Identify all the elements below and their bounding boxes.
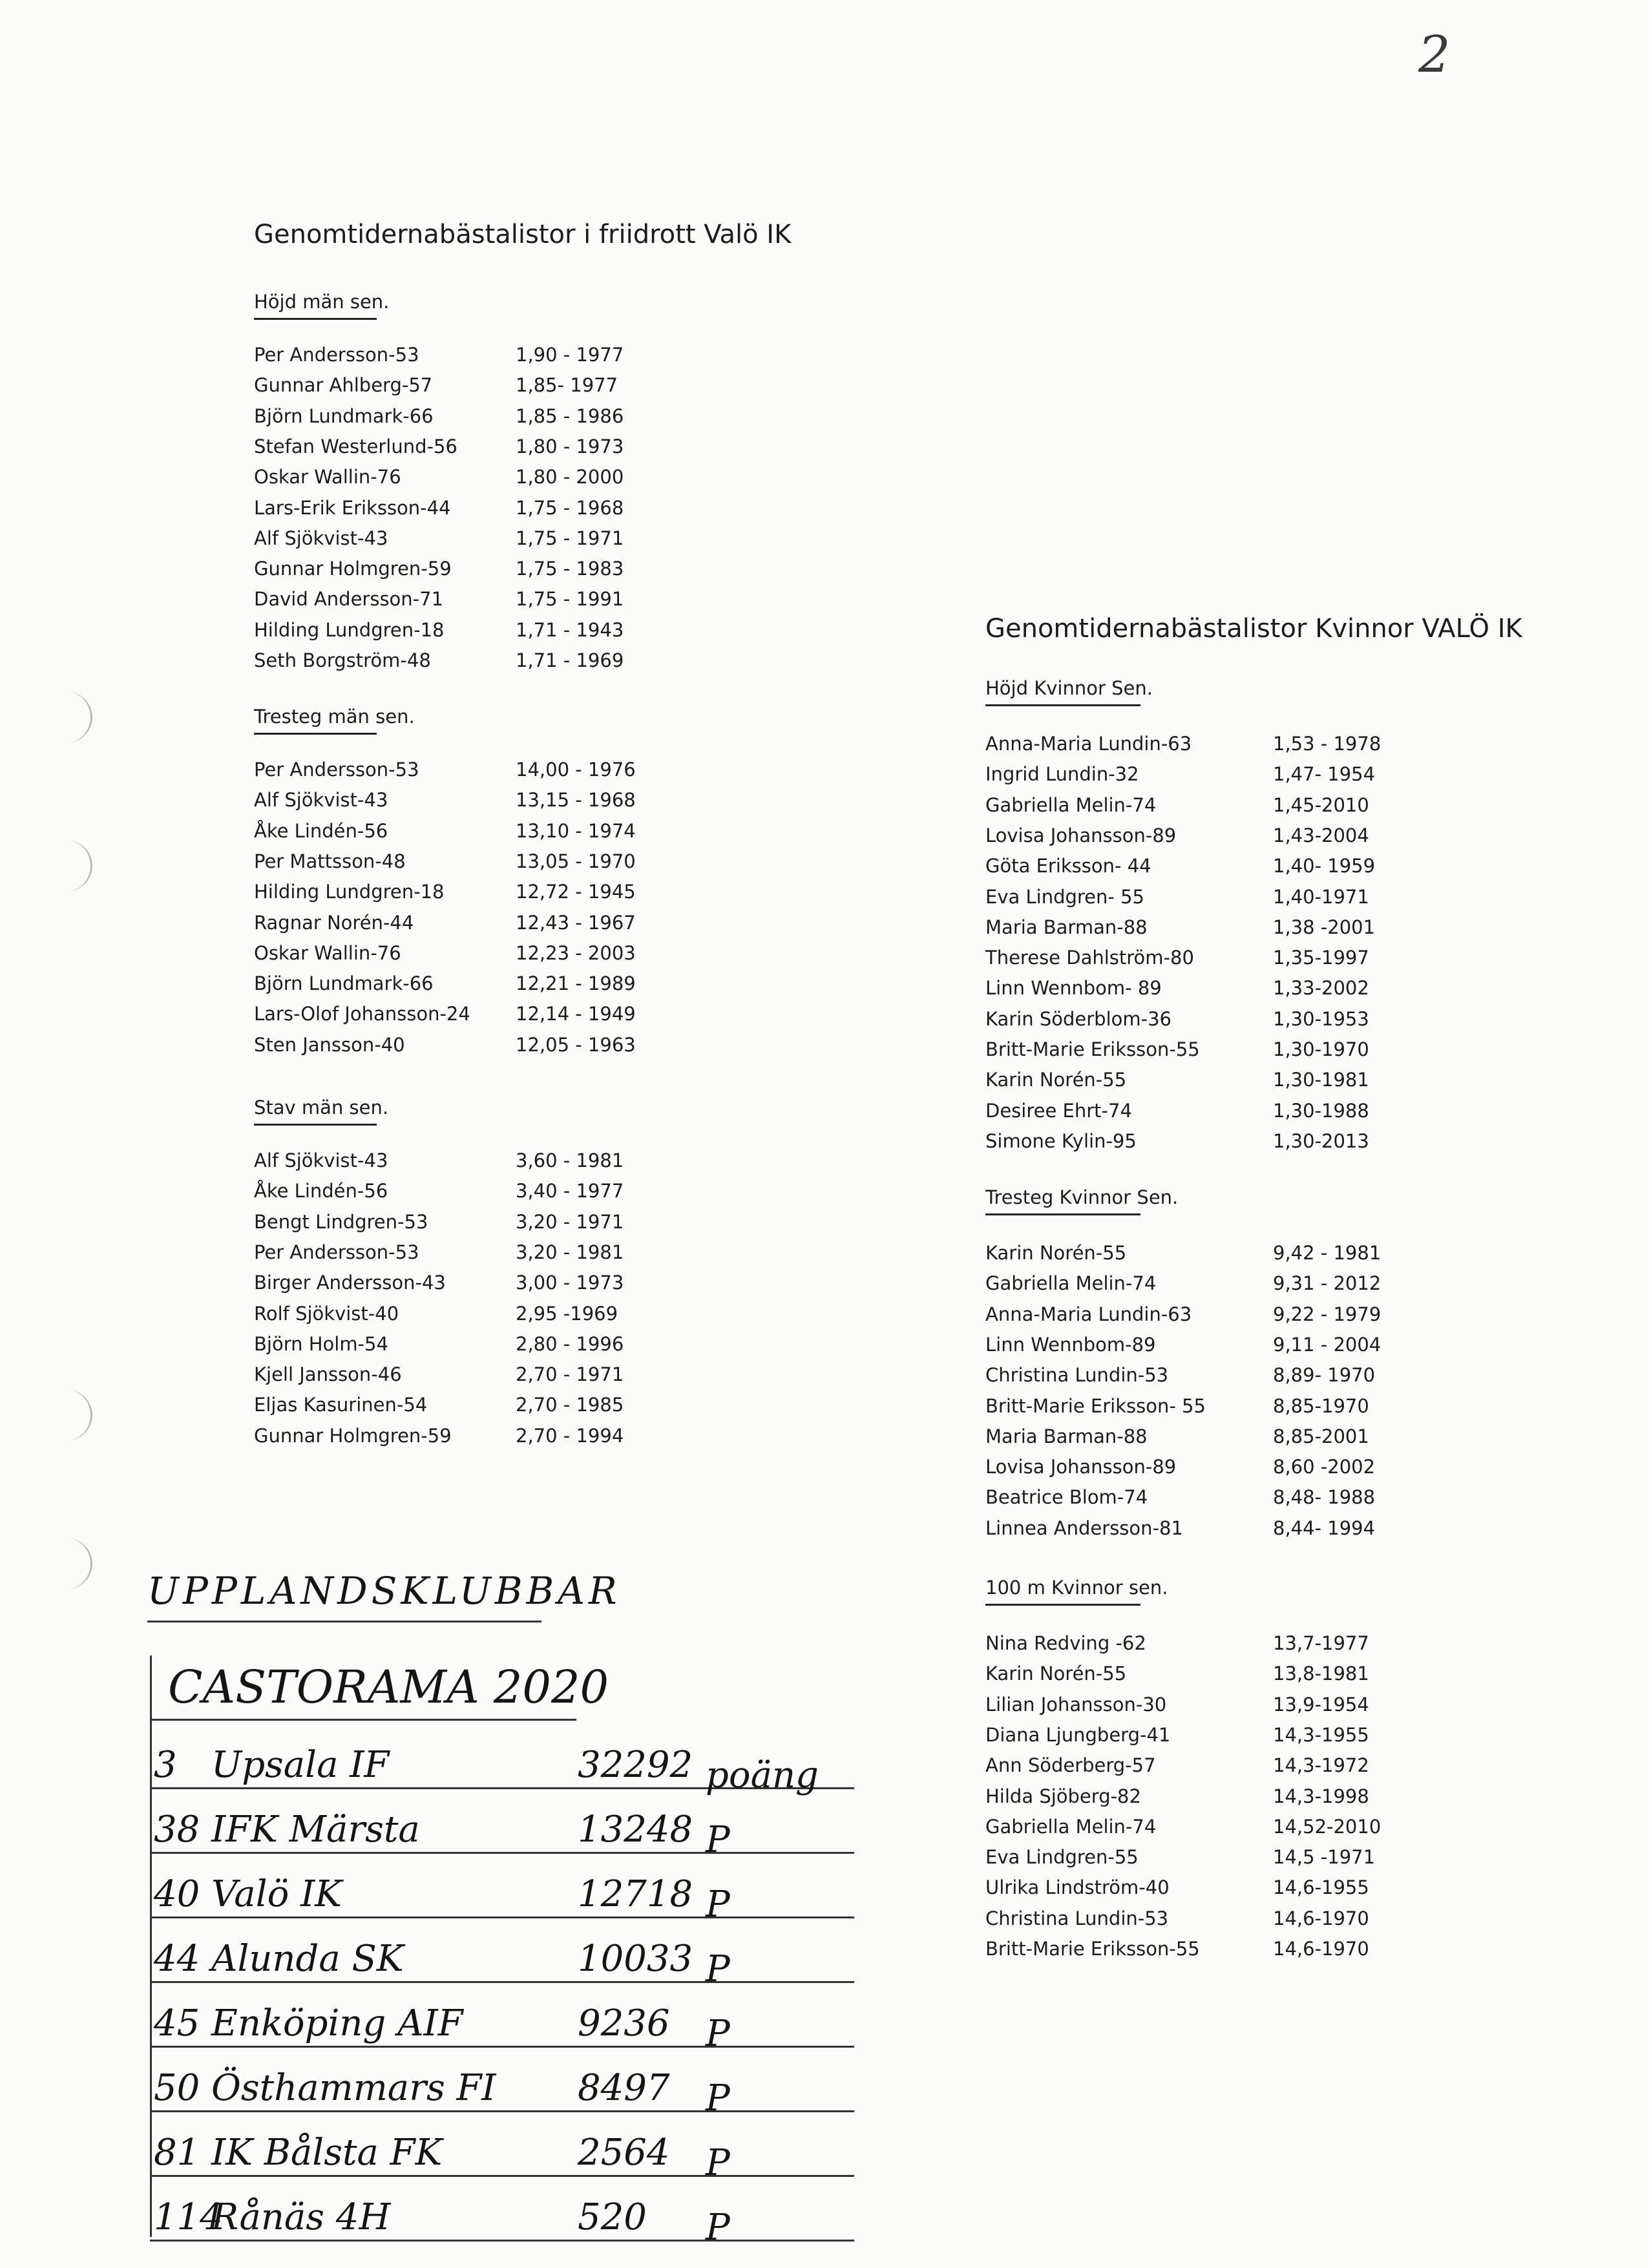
athlete-name: Lovisa Johansson-89: [985, 824, 1177, 846]
record-row: [254, 1180, 684, 1206]
record-result: 13,9-1954: [1273, 1693, 1369, 1716]
record-row: [254, 344, 684, 370]
record-row: [985, 1486, 1441, 1512]
athlete-name: Hilding Lundgren-18: [254, 881, 445, 903]
points-unit: P: [706, 1819, 730, 1861]
record-result: 14,6-1970: [1273, 1907, 1369, 1929]
record-result: 14,6-1955: [1273, 1876, 1369, 1899]
record-result: 1,45-2010: [1273, 793, 1369, 816]
record-row: [985, 947, 1441, 972]
athlete-name: Göta Eriksson- 44: [985, 855, 1151, 877]
record-row: [985, 1938, 1441, 1964]
record-row: [254, 1394, 684, 1420]
athlete-name: Britt-Marie Eriksson-55: [985, 1038, 1200, 1060]
record-result: 1,30-1970: [1273, 1038, 1369, 1060]
record-result: 1,80 - 1973: [516, 435, 624, 457]
club-rank: 114: [154, 2196, 223, 2238]
club-points: 2564: [578, 2132, 670, 2174]
athlete-name: Oskar Wallin-76: [254, 941, 401, 964]
handwritten-heading-underline: [147, 1621, 541, 1622]
athlete-name: Gunnar Holmgren-59: [254, 1424, 452, 1447]
athlete-name: Lars-Erik Eriksson-44: [254, 496, 451, 519]
record-row: [254, 1272, 684, 1297]
record-row: [985, 1038, 1441, 1064]
athlete-name: Stefan Westerlund-56: [254, 435, 457, 457]
record-result: 8,85-2001: [1273, 1425, 1369, 1447]
record-row: [254, 497, 684, 523]
record-result: 1,53 - 1978: [1273, 733, 1381, 755]
record-result: 14,00 - 1976: [516, 759, 636, 781]
record-row: [985, 1876, 1441, 1902]
handwritten-heading: UPPLANDSKLUBBAR: [147, 1569, 621, 1613]
record-result: 13,15 - 1968: [516, 789, 636, 812]
record-row: [254, 1211, 684, 1237]
record-result: 1,30-2013: [1273, 1129, 1369, 1152]
page-number: 2: [1418, 26, 1451, 84]
record-result: 14,5 -1971: [1273, 1846, 1376, 1869]
record-result: 9,42 - 1981: [1273, 1242, 1381, 1264]
athlete-name: Alf Sjökvist-43: [254, 1150, 388, 1171]
record-row: [985, 1785, 1441, 1811]
section-heading-underline: [254, 318, 377, 320]
athlete-name: Eljas Kasurinen-54: [254, 1394, 428, 1416]
record-row: [254, 972, 684, 998]
record-result: 8,44- 1994: [1273, 1517, 1376, 1539]
record-row: [985, 1425, 1441, 1451]
record-result: 1,75 - 1971: [516, 527, 624, 549]
athlete-name: Britt-Marie Eriksson-55: [985, 1938, 1200, 1960]
record-result: 3,60 - 1981: [516, 1150, 624, 1171]
record-row: [254, 820, 684, 846]
athlete-name: Lilian Johansson-30: [985, 1693, 1167, 1716]
record-result: 14,3-1972: [1273, 1754, 1369, 1777]
athlete-name: Gunnar Holmgren-59: [254, 558, 452, 580]
record-row: [985, 1272, 1441, 1298]
record-result: 8,48- 1988: [1273, 1486, 1376, 1509]
record-row: [985, 1069, 1441, 1095]
record-result: 12,72 - 1945: [516, 881, 636, 903]
record-result: 3,00 - 1973: [516, 1272, 624, 1294]
record-result: 1,30-1953: [1273, 1007, 1369, 1030]
club-name: Alunda SK: [211, 1938, 404, 1980]
athlete-name: Linnea Andersson-81: [985, 1517, 1183, 1539]
record-result: 2,70 - 1971: [516, 1363, 624, 1386]
record-row: [985, 1395, 1441, 1421]
record-result: 12,21 - 1989: [516, 972, 636, 995]
record-row: [254, 466, 684, 492]
record-row: [985, 1907, 1441, 1933]
record-row: [985, 1334, 1441, 1360]
record-row: [254, 1363, 684, 1389]
record-result: 2,80 - 1996: [516, 1332, 624, 1355]
record-row: [985, 1517, 1441, 1543]
record-row: [985, 733, 1441, 759]
athlete-name: Lovisa Johansson-89: [985, 1456, 1177, 1478]
record-row: [985, 855, 1441, 881]
club-rank: 40: [154, 1873, 200, 1915]
record-row: [985, 763, 1441, 789]
record-result: 1,38 -2001: [1273, 916, 1376, 938]
record-result: 1,75 - 1983: [516, 558, 624, 580]
athlete-name: Karin Söderblom-36: [985, 1007, 1172, 1030]
athlete-name: Per Mattsson-48: [254, 850, 406, 872]
section-heading: Stav män sen.: [254, 1097, 389, 1118]
record-row: [254, 649, 684, 675]
athlete-name: Kjell Jansson-46: [254, 1363, 402, 1386]
record-result: 9,31 - 2012: [1273, 1272, 1381, 1295]
record-result: 14,6-1970: [1273, 1938, 1369, 1960]
record-result: 8,89- 1970: [1273, 1364, 1376, 1387]
points-unit: P: [706, 2142, 730, 2184]
athlete-name: Ragnar Norén-44: [254, 911, 414, 934]
record-row: [254, 374, 684, 400]
section-heading: Tresteg Kvinnor Sen.: [985, 1186, 1179, 1208]
record-row: [254, 619, 684, 645]
punch-hole: [39, 691, 92, 743]
section-heading: Höjd män sen.: [254, 291, 390, 313]
record-result: 13,10 - 1974: [516, 819, 636, 842]
athlete-name: Oskar Wallin-76: [254, 466, 401, 488]
club-rank: 45: [154, 2002, 200, 2044]
punch-hole: [39, 1389, 92, 1441]
club-name: Valö IK: [211, 1873, 342, 1915]
club-rank: 38: [154, 1809, 200, 1851]
record-result: 3,20 - 1981: [516, 1241, 624, 1263]
record-row: [254, 1303, 684, 1328]
record-result: 2,70 - 1985: [516, 1394, 624, 1416]
athlete-name: Britt-Marie Eriksson- 55: [985, 1394, 1206, 1417]
record-result: 1,85 - 1986: [516, 404, 624, 427]
athlete-name: Alf Sjökvist-43: [254, 527, 388, 549]
athlete-name: Alf Sjökvist-43: [254, 789, 388, 812]
record-result: 14,52-2010: [1273, 1815, 1381, 1838]
record-result: 13,05 - 1970: [516, 850, 636, 872]
section-heading-underline: [985, 1213, 1140, 1215]
athlete-name: Ingrid Lundin-32: [985, 763, 1139, 786]
record-result: 1,30-1988: [1273, 1099, 1369, 1122]
record-result: 1,90 - 1977: [516, 344, 624, 366]
record-row: [985, 1632, 1441, 1658]
score-row: [150, 2047, 854, 2119]
athlete-name: Therese Dahlström-80: [985, 947, 1194, 969]
record-row: [254, 1034, 684, 1060]
record-result: 1,35-1997: [1273, 947, 1369, 969]
athlete-name: Linn Wennbom- 89: [985, 977, 1162, 1000]
record-result: 2,70 - 1994: [516, 1424, 624, 1447]
record-result: 1,40- 1959: [1273, 855, 1376, 877]
record-row: [254, 1241, 684, 1267]
record-row: [985, 1008, 1441, 1034]
record-result: 13,8-1981: [1273, 1663, 1369, 1685]
athlete-name: Karin Norén-55: [985, 1242, 1127, 1264]
athlete-name: Åke Lindén-56: [254, 819, 388, 842]
record-row: [985, 886, 1441, 912]
athlete-name: Diana Ljungberg-41: [985, 1723, 1171, 1746]
athlete-name: Anna-Maria Lundin-63: [985, 733, 1192, 755]
athlete-name: Linn Wennbom-89: [985, 1333, 1156, 1356]
athlete-name: Desiree Ehrt-74: [985, 1099, 1132, 1122]
record-result: 14,3-1998: [1273, 1785, 1369, 1807]
record-row: [985, 1364, 1441, 1390]
record-result: 1,71 - 1969: [516, 649, 624, 671]
record-row: [985, 1846, 1441, 1872]
record-row: [254, 759, 684, 784]
athlete-name: Hilda Sjöberg-82: [985, 1785, 1141, 1807]
record-result: 9,22 - 1979: [1273, 1303, 1381, 1325]
score-row: [150, 1789, 854, 1861]
record-row: [254, 1003, 684, 1029]
record-result: 14,3-1955: [1273, 1723, 1369, 1746]
club-points: 32292: [578, 1744, 693, 1786]
record-row: [985, 916, 1441, 942]
record-row: [985, 1754, 1441, 1780]
record-result: 1,80 - 2000: [516, 466, 624, 488]
record-row: [254, 912, 684, 938]
club-name: Enköping AIF: [211, 2002, 463, 2044]
athlete-name: Christina Lundin-53: [985, 1907, 1169, 1929]
athlete-name: Christina Lundin-53: [985, 1364, 1169, 1387]
record-result: 13,7-1977: [1273, 1632, 1369, 1654]
record-row: [254, 789, 684, 815]
club-name: IK Bålsta FK: [211, 2132, 443, 2174]
record-result: 1,75 - 1991: [516, 588, 624, 611]
record-row: [254, 1425, 684, 1451]
athlete-name: Beatrice Blom-74: [985, 1486, 1148, 1509]
record-result: 9,11 - 2004: [1273, 1333, 1381, 1356]
score-row: [150, 2112, 854, 2184]
athlete-name: Ann Söderberg-57: [985, 1754, 1156, 1777]
section-heading: 100 m Kvinnor sen.: [985, 1577, 1168, 1599]
athlete-name: Björn Holm-54: [254, 1332, 388, 1355]
section-heading-underline: [985, 1604, 1140, 1606]
points-unit: P: [706, 2207, 730, 2249]
club-points: 520: [578, 2196, 647, 2238]
club-points: 13248: [578, 1809, 693, 1851]
athlete-name: Maria Barman-88: [985, 916, 1148, 938]
record-row: [985, 1694, 1441, 1719]
record-result: 1,75 - 1968: [516, 496, 624, 519]
club-points: 10033: [578, 1938, 693, 1980]
record-row: [985, 1663, 1441, 1688]
score-row: [150, 2176, 854, 2249]
club-points: 8497: [578, 2067, 670, 2109]
record-row: [254, 558, 684, 583]
athlete-name: Birger Andersson-43: [254, 1272, 446, 1294]
record-row: [254, 850, 684, 876]
record-result: 1,33-2002: [1273, 977, 1369, 1000]
points-unit: P: [706, 2077, 730, 2119]
athlete-name: Gunnar Ahlberg-57: [254, 374, 433, 397]
athlete-name: Björn Lundmark-66: [254, 972, 434, 995]
points-unit: P: [706, 1884, 730, 1926]
athlete-name: Gabriella Melin-74: [985, 1272, 1157, 1295]
record-result: 1,71 - 1943: [516, 618, 624, 641]
athlete-name: Åke Lindén-56: [254, 1180, 388, 1202]
record-result: 8,60 -2002: [1273, 1456, 1376, 1478]
athlete-name: Rolf Sjökvist-40: [254, 1302, 399, 1325]
club-rank: 3: [154, 1744, 177, 1786]
record-row: [254, 588, 684, 614]
athlete-name: Anna-Maria Lundin-63: [985, 1303, 1192, 1325]
record-row: [985, 1816, 1441, 1842]
record-row: [985, 794, 1441, 820]
record-result: 12,23 - 2003: [516, 941, 636, 964]
athlete-name: Gabriella Melin-74: [985, 793, 1157, 816]
score-row: [150, 1853, 854, 1926]
section-heading-underline: [985, 704, 1140, 706]
list-title: Genomtidernabästalistor i friidrott Valö IK: [254, 220, 792, 249]
record-result: 12,43 - 1967: [516, 911, 636, 934]
athlete-name: Per Andersson-53: [254, 1241, 419, 1263]
club-name: Rånäs 4H: [211, 2196, 391, 2238]
record-result: 1,47- 1954: [1273, 763, 1376, 786]
club-rank: 50: [154, 2067, 200, 2109]
record-row: [254, 436, 684, 461]
points-unit: P: [706, 1948, 730, 1990]
athlete-name: Simone Kylin-95: [985, 1129, 1137, 1152]
record-result: 1,43-2004: [1273, 824, 1369, 846]
athlete-name: Maria Barman-88: [985, 1425, 1148, 1447]
athlete-name: Per Andersson-53: [254, 759, 419, 781]
record-row: [985, 824, 1441, 850]
athlete-name: Lars-Olof Johansson-24: [254, 1003, 470, 1025]
club-points: 9236: [578, 2002, 670, 2044]
club-name: Upsala IF: [211, 1744, 390, 1786]
record-row: [985, 1242, 1441, 1268]
club-name: IFK Märsta: [211, 1809, 420, 1851]
athlete-name: Nina Redving -62: [985, 1632, 1146, 1654]
club-rank: 44: [154, 1938, 200, 1980]
points-unit: P: [706, 2013, 730, 2055]
punch-hole: [39, 1538, 92, 1590]
athlete-name: Eva Lindgren-55: [985, 1846, 1139, 1869]
record-row: [254, 881, 684, 907]
record-result: 3,40 - 1977: [516, 1180, 624, 1202]
athlete-name: Ulrika Lindström-40: [985, 1876, 1170, 1899]
score-row: [150, 1982, 854, 2055]
athlete-name: Bengt Lindgren-53: [254, 1210, 428, 1233]
athlete-name: Per Andersson-53: [254, 344, 419, 366]
athlete-name: Björn Lundmark-66: [254, 404, 434, 427]
list-title: Genomtidernabästalistor Kvinnor VALÖ IK: [985, 614, 1522, 644]
section-heading: Tresteg män sen.: [254, 706, 415, 728]
record-result: 1,30-1981: [1273, 1069, 1369, 1091]
record-result: 1,85- 1977: [516, 374, 618, 397]
handwritten-table-title: CASTORAMA 2020: [168, 1661, 609, 1714]
record-row: [254, 527, 684, 553]
record-row: [254, 405, 684, 431]
score-row: [150, 1724, 854, 1796]
athlete-name: Gabriella Melin-74: [985, 1815, 1157, 1838]
record-row: [985, 1130, 1441, 1156]
record-result: 8,85-1970: [1273, 1394, 1369, 1417]
section-heading-underline: [254, 733, 377, 735]
section-heading: Höjd Kvinnor Sen.: [985, 677, 1153, 699]
athlete-name: Seth Borgström-48: [254, 649, 431, 671]
athlete-name: Hilding Lundgren-18: [254, 618, 445, 641]
athlete-name: Sten Jansson-40: [254, 1033, 405, 1056]
record-row: [985, 1456, 1441, 1482]
athlete-name: Eva Lindgren- 55: [985, 885, 1144, 908]
section-heading-underline: [254, 1124, 377, 1126]
club-rank: 81: [154, 2132, 200, 2174]
record-result: 1,40-1971: [1273, 885, 1369, 908]
score-row: [150, 1918, 854, 1990]
record-row: [254, 942, 684, 968]
punch-hole: [39, 840, 92, 892]
record-row: [985, 1100, 1441, 1126]
record-row: [254, 1333, 684, 1359]
record-row: [985, 977, 1441, 1003]
athlete-name: Karin Norén-55: [985, 1663, 1127, 1685]
record-row: [254, 1150, 684, 1175]
handwritten-title-underline: [150, 1719, 576, 1721]
club-points: 12718: [578, 1873, 693, 1915]
record-result: 12,05 - 1963: [516, 1033, 636, 1056]
record-result: 3,20 - 1971: [516, 1210, 624, 1233]
record-row: [985, 1303, 1441, 1329]
athlete-name: Karin Norén-55: [985, 1069, 1127, 1091]
record-row: [985, 1724, 1441, 1750]
points-unit: poäng: [706, 1754, 819, 1796]
athlete-name: David Andersson-71: [254, 588, 444, 611]
record-result: 2,95 -1969: [516, 1302, 618, 1325]
record-result: 12,14 - 1949: [516, 1003, 636, 1025]
club-name: Östhammars FI: [211, 2067, 496, 2109]
